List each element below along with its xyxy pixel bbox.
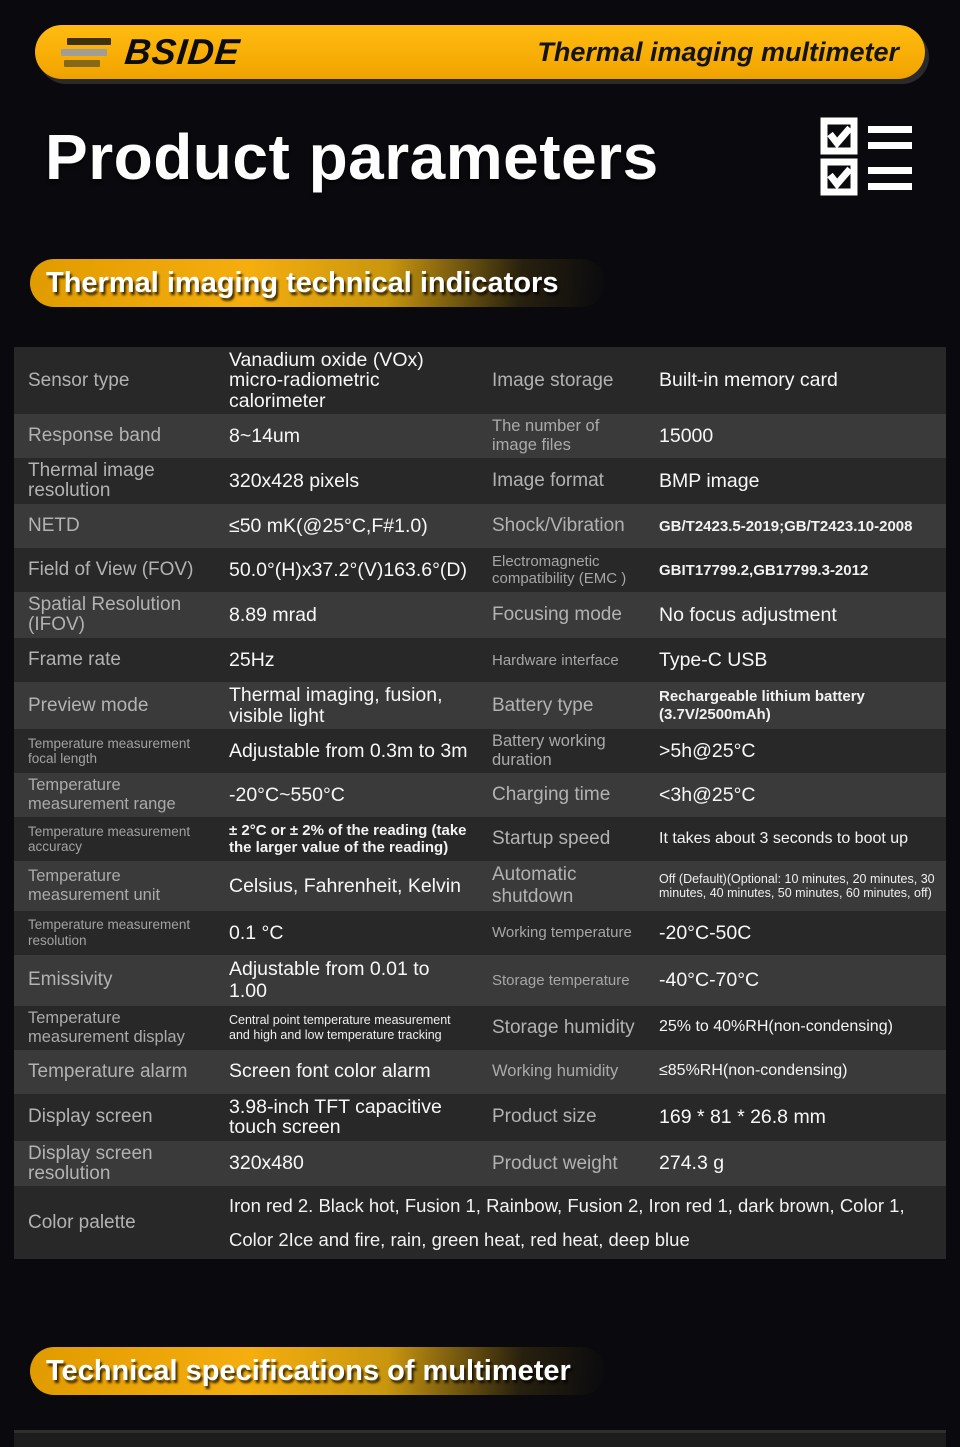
spec-label: Working humidity xyxy=(492,1062,619,1081)
spec-row xyxy=(14,414,946,458)
spec-value: 8.89 mrad xyxy=(229,604,317,626)
spec-label: Charging time xyxy=(492,784,611,806)
spec-value: 25Hz xyxy=(229,648,275,671)
spec-label: Startup speed xyxy=(492,828,611,850)
spec-label: Temperature measurement accuracy xyxy=(28,823,191,855)
spec-value: Type-C USB xyxy=(659,648,768,671)
spec-value: Vanadium oxide (VOx) micro-radiometric calorimeter xyxy=(229,349,424,412)
spec-row xyxy=(14,773,946,817)
spec-value: 0.1 °C xyxy=(229,921,284,944)
spec-row xyxy=(14,1186,946,1259)
spec-value: 3.98-inch TFT capacitive touch screen xyxy=(229,1095,442,1139)
spec-label: Working temperature xyxy=(492,924,632,942)
spec-row xyxy=(14,347,946,414)
spec-label: The number of image files xyxy=(492,417,600,455)
spec-label: Display screen xyxy=(28,1106,153,1128)
spec-row xyxy=(14,1094,946,1141)
spec-label: Field of View (FOV) xyxy=(28,559,194,581)
spec-value: GB/T2423.5-2019;GB/T2423.10-2008 xyxy=(659,517,913,535)
spec-table xyxy=(14,347,946,1259)
section-heading-label: Thermal imaging technical indicators xyxy=(46,266,559,299)
product-tagline: Thermal imaging multimeter xyxy=(537,36,899,67)
spec-value: Off (Default)(Optional: 10 minutes, 20 minutes, 30 minutes, 40 minutes, 50 minutes, 60 minutes, off) xyxy=(659,871,935,900)
spec-label: Shock/Vibration xyxy=(492,515,625,537)
spec-row xyxy=(14,458,946,504)
spec-label: Color palette xyxy=(28,1211,136,1233)
spec-label: Storage humidity xyxy=(492,1016,635,1038)
spec-label: Battery type xyxy=(492,694,594,716)
spec-label: Battery working duration xyxy=(492,732,606,770)
spec-value: ≤85%RH(non-condensing) xyxy=(659,1062,848,1080)
spec-label: Response band xyxy=(28,425,162,447)
spec-value: 50.0°(H)x37.2°(V)163.6°(D) xyxy=(229,559,467,582)
spec-value: ± 2°C or ± 2% of the reading (take the larger value of the reading) xyxy=(229,821,467,857)
spec-label: Temperature measurement unit xyxy=(28,866,161,904)
spec-value: 274.3 g xyxy=(659,1152,725,1175)
spec-value: Screen font color alarm xyxy=(229,1060,431,1083)
section-heading-label: Technical specifications of multimeter xyxy=(46,1354,571,1387)
spec-value: Adjustable from 0.01 to 1.00 xyxy=(229,957,430,1003)
spec-label: Emissivity xyxy=(28,969,113,991)
spec-label: Image format xyxy=(492,470,604,492)
spec-value: Built-in memory card xyxy=(659,369,838,392)
menu-bars-icon xyxy=(61,38,111,67)
spec-label: Hardware interface xyxy=(492,651,619,669)
spec-value: -20°C-50C xyxy=(659,921,752,944)
spec-value: BMP image xyxy=(659,470,760,493)
spec-label: Temperature measurement display xyxy=(28,1008,185,1046)
spec-label: Focusing mode xyxy=(492,604,622,626)
title-row xyxy=(45,117,918,197)
spec-value: 15000 xyxy=(659,425,714,448)
section-heading-thermal-indicators xyxy=(30,259,605,307)
spec-row xyxy=(14,911,946,955)
spec-row xyxy=(14,592,946,638)
spec-label: Electromagnetic compatibility (EMC ) xyxy=(492,553,627,588)
spec-value: ≤50 mK(@25°C,F#1.0) xyxy=(229,515,428,538)
spec-value: Rechargeable lithium battery (3.7V/2500mAh) xyxy=(659,688,865,723)
spec-label: Display screen resolution xyxy=(28,1142,153,1184)
spec-row xyxy=(14,548,946,592)
spec-row xyxy=(14,1141,946,1187)
spec-value: Iron red 2. Black hot, Fusion 1, Rainbow, Fusion 2, Iron red 1, dark brown, Color 1, Color 2Ice and fire, rain, green heat, red heat, deep blue xyxy=(229,1195,905,1250)
spec-row xyxy=(14,729,946,773)
spec-label: Sensor type xyxy=(28,369,130,391)
spec-value: Thermal imaging, fusion, visible light xyxy=(229,684,443,727)
spec-label: Temperature measurement focal length xyxy=(28,735,191,767)
spec-label: Product weight xyxy=(492,1152,618,1174)
spec-value: 320x480 xyxy=(229,1152,304,1175)
section-heading-multimeter-specs xyxy=(30,1347,605,1395)
spec-label: Thermal image resolution xyxy=(28,460,155,502)
page xyxy=(0,25,960,1447)
checklist-icon xyxy=(818,117,918,197)
spec-value: 8~14um xyxy=(229,425,301,448)
brand-name: BSIDE xyxy=(122,31,243,72)
spec-label: Temperature measurement resolution xyxy=(28,917,191,948)
brand-banner xyxy=(35,25,925,79)
page-title: Product parameters xyxy=(45,121,659,193)
spec-value: 320x428 pixels xyxy=(229,470,360,493)
next-table-top-edge xyxy=(14,1430,946,1447)
spec-label: Image storage xyxy=(492,369,614,391)
spec-label: Temperature measurement range xyxy=(28,776,176,814)
spec-label: NETD xyxy=(28,515,80,537)
spec-row xyxy=(14,1050,946,1094)
spec-label: Spatial Resolution (IFOV) xyxy=(28,594,182,636)
spec-label: Preview mode xyxy=(28,694,149,716)
spec-value: <3h@25°C xyxy=(659,783,756,806)
spec-row xyxy=(14,861,946,911)
spec-row xyxy=(14,955,946,1006)
spec-value: Celsius, Fahrenheit, Kelvin xyxy=(229,874,461,897)
brand-logo xyxy=(61,31,243,73)
spec-value: No focus adjustment xyxy=(659,604,837,626)
spec-value: It takes about 3 seconds to boot up xyxy=(659,829,909,847)
spec-value: -20°C~550°C xyxy=(229,783,345,806)
spec-value: 169 * 81 * 26.8 mm xyxy=(659,1105,826,1128)
spec-row xyxy=(14,638,946,682)
spec-label: Product size xyxy=(492,1106,597,1128)
spec-row xyxy=(14,1006,946,1050)
spec-value: GBIT17799.2,GB17799.3-2012 xyxy=(659,561,869,579)
spec-value: -40°C-70°C xyxy=(659,968,760,991)
spec-value: >5h@25°C xyxy=(659,739,756,762)
spec-value: Adjustable from 0.3m to 3m xyxy=(229,739,468,762)
spec-row xyxy=(14,817,946,861)
spec-label: Temperature alarm xyxy=(28,1060,188,1082)
spec-row xyxy=(14,682,946,729)
spec-label: Storage temperature xyxy=(492,971,630,989)
spec-label: Automatic shutdown xyxy=(492,864,577,907)
spec-value: 25% to 40%RH(non-condensing) xyxy=(659,1018,893,1036)
spec-label: Frame rate xyxy=(28,649,121,671)
spec-row xyxy=(14,504,946,548)
spec-value: Central point temperature measurement and high and low temperature tracking xyxy=(229,1013,451,1042)
